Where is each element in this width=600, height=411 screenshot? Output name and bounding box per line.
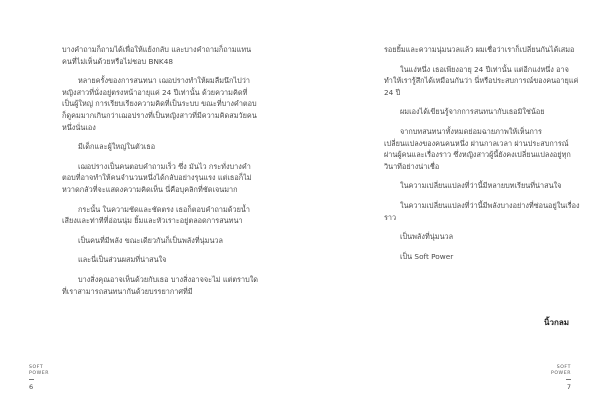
footer-brand-line: SOFT xyxy=(29,365,44,370)
right-page-number: 7 xyxy=(566,383,571,391)
right-paragraph: รอยยิ้มและความนุ่มนวลแล้ว ผมเชื่อว่าเราก็เปลี่ยนกันได้เสมอ xyxy=(384,45,575,54)
right-page xyxy=(300,0,600,411)
right-paragraph: ในความเปลี่ยนแปลงที่ว่านี้มีพลังบางอย่างที่ซ่อนอยู่ในเรื่องราว xyxy=(384,200,580,222)
left-paragraph: หลายครั้งของการสนทนา เฌอปรางทำให้ผมลืมนึกไปว่าหญิงสาวที่นั่งอยู่ตรงหน้าอายุแค่ 24 ปีเท่านั้น ด้วยความคิดที่เป็นผู้ใหญ่ การเรียบเรียงความคิดที่เป็นระบบ ขณะที่บางคำตอบก็ดูคมมากเกินกว่าเฌอปรางที่เป็นหญิงสาวที่มีความคิดสมวัยคนหนึ่งนั่นเอง xyxy=(62,76,257,132)
author-signature: นิ้วกลม xyxy=(544,318,569,327)
right-footer-brand xyxy=(551,365,571,382)
left-paragraph: และนี่เป็นส่วนผสมที่น่าสนใจ xyxy=(78,255,167,265)
left-text-column xyxy=(62,44,258,305)
right-paragraph: จากบทสนทนาทั้งหมดย่อมฉายภาพให้เห็นการเปลี่ยนแปลงของคนคนหนึ่ง ผ่านกาลเวลา ผ่านประสบการณ์ ผ่านผู้คนและเรื่องราว ซึ่งหญิงสาวผู้นี้ยังคงเปลี่ยนแปลงอยู่ทุกวินาทีอย่างน่าเชื่อ xyxy=(384,126,571,171)
left-page-number: 6 xyxy=(29,383,34,391)
left-paragraph: เฌอปรางเป็นคนตอบคำถามเร็ว ซึ่ง มันไว กระทั่งบางคำตอบที่อาจทำให้คนจำนวนหนึ่งได้กลับอย่างรุนแรง แต่เธอก็ไม่หวาดกลัวที่จะแสดงความคิดเห็น นี่คือบุคลิกที่ชัดเจนมาก xyxy=(62,161,252,194)
left-paragraph: บางสิ่งคุณอาจเห็นด้วยกับเธอ บางสิ่งอาจจะไม่ แต่ตราบใดที่เราสามารถสนทนากันด้วยบรรยากาศที่มี xyxy=(62,274,259,296)
footer-rule xyxy=(566,379,571,380)
left-paragraph: เป็นคนที่มีพลัง ขณะเดียวกันก็เป็นพลังที่นุ่มนวล xyxy=(78,235,223,245)
left-paragraph: กระนั้น ในความชัดและชัดตรง เธอก็ตอบคำถามด้วยน้ำเสียงและท่าทีที่อ่อนนุ่ม ยิ้มและหัวเราะอยู่ตลอดการสนทนา xyxy=(62,204,251,226)
left-paragraph: บางคำถามก็ถามได้เพื่อให้แย้งกลับ และบางคำถามก็ถามแทนคนที่ไม่เห็นด้วยหรือไม่ชอบ BNK48 xyxy=(62,45,252,66)
right-paragraph: ในแง่หนึ่ง เธอเพียงอายุ 24 ปีเท่านั้น แต่อีกแง่หนึ่ง อาจทำให้เรารู้สึกได้เหมือนกันว่า นี่หรือประสบการณ์ของคนอายุแค่ 24 ปี xyxy=(384,64,579,97)
right-paragraph: เป็นพลังที่นุ่มนวล xyxy=(400,232,454,242)
right-paragraph: ผมเองได้เขียนรู้จากการสนทนากับเธอมิใช่น้อย xyxy=(400,107,545,117)
footer-brand-line: POWER xyxy=(550,371,571,376)
right-paragraph: เป็น Soft Power xyxy=(400,251,454,261)
left-footer-brand xyxy=(29,365,49,382)
footer-rule xyxy=(29,379,34,380)
footer-brand-line: SOFT xyxy=(556,365,571,370)
right-paragraph: ในความเปลี่ยนแปลงที่ว่านี้มีหลายบทเรียนที่น่าสนใจ xyxy=(400,181,562,191)
footer-brand-line: POWER xyxy=(29,371,50,376)
right-text-column xyxy=(384,44,580,270)
left-paragraph: มีเด็กและผู้ใหญ่ในตัวเธอ xyxy=(78,142,156,152)
